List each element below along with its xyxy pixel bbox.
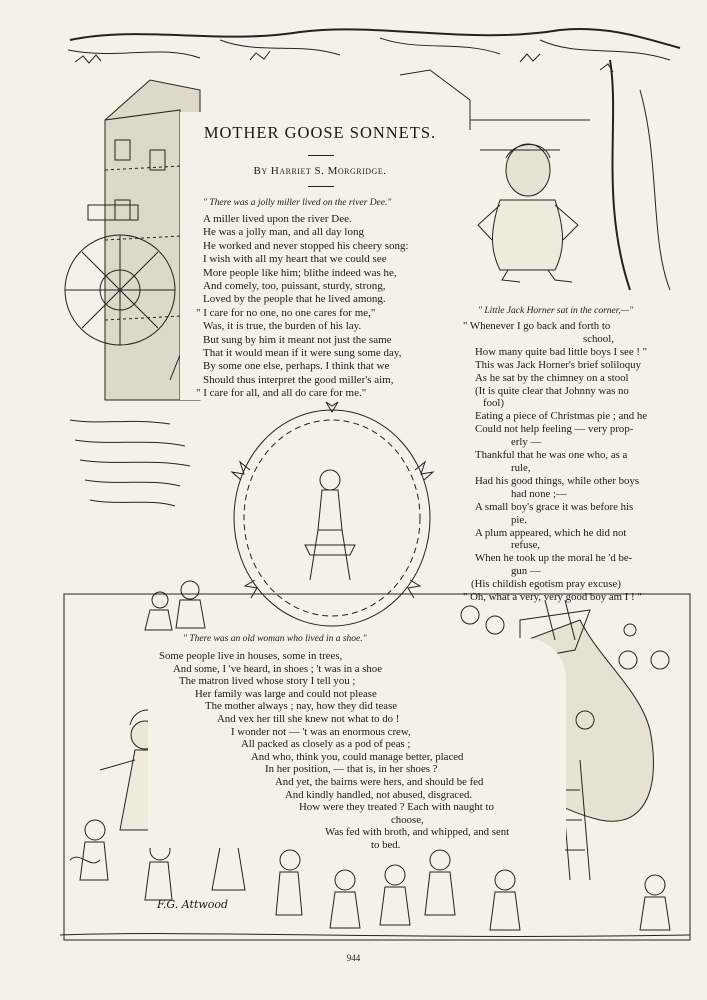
poem-line: Should thus interpret the good miller's aim, [203, 373, 394, 386]
poem-line: More people like him; blithe indeed was he, [203, 266, 397, 279]
poem-line: How many quite bad little boys I see ! " [475, 345, 648, 358]
poem-line: He worked and never stopped his cheery song: [203, 239, 409, 252]
poem-line: In her position, — that is, in her shoes ? [265, 763, 438, 776]
poem-line: When he took up the moral he 'd be- [475, 552, 633, 565]
poem-line: to bed. [371, 838, 401, 851]
artist-signature: F.G. Attwood [157, 898, 229, 911]
poem-line: All packed as closely as a pod of peas ; [241, 738, 411, 751]
sonnet2-epigraph: " Little Jack Horner sat in the corner,—" [478, 306, 634, 316]
byline-rule [308, 186, 334, 187]
poem-line: Thankful that he was one who, as a [475, 449, 628, 462]
poem-line: Loved by the people that he lived among. [203, 293, 386, 306]
poem-line: The matron lived whose story I tell you ; [179, 675, 356, 688]
poem-line: had none ;— [511, 487, 567, 500]
poem-line: Her family was large and could not please [195, 687, 377, 700]
poem-line: A miller lived upon the river Dee. [203, 213, 352, 225]
poem-line: Was fed with broth, and whipped, and sent [325, 826, 510, 839]
sonnet3-poem [155, 650, 509, 852]
poem-line: (His childish egotism pray excuse) [471, 578, 621, 591]
poem-line: " I care for no one, no one cares for me," [196, 306, 376, 319]
page-number: 944 [346, 953, 361, 963]
poem-line: And who, think you, could manage better, placed [251, 750, 464, 763]
children-sitting-drawing [145, 581, 205, 630]
poem-line: pie. [511, 513, 527, 526]
sonnet3-epigraph: " There was an old woman who lived in a shoe." [183, 634, 367, 644]
poem-line: refuse, [511, 539, 541, 552]
poem-line: He was a jolly man, and all day long [203, 226, 364, 239]
poem-line: A small boy's grace it was before his [475, 500, 634, 513]
sonnet1-poem [196, 213, 409, 401]
poem-line: But sung by him it meant not just the same [203, 333, 392, 346]
poem-line: " Whenever I go back and forth to [463, 320, 611, 332]
poem-line: I wonder not — 't was an enormous crew, [231, 725, 411, 738]
sonnet1-epigraph: " There was a jolly miller lived on the river Dee." [203, 198, 392, 208]
poem-line: And yet, the bairns were hers, and should be fed [275, 775, 484, 788]
poem-line: (It is quite clear that Johnny was no [475, 384, 629, 397]
poem-line: The mother always ; nay, how they did tease [205, 700, 398, 713]
poem-line: How were they treated ? Each with naught to [299, 801, 494, 814]
poem-line: " I care for all, and all do care for me." [196, 387, 367, 400]
title-rule [308, 155, 334, 156]
poem-line: rule, [511, 461, 531, 474]
poem-line: That it would mean if it were sung some day, [203, 347, 402, 360]
jolly-miller-drawing [470, 60, 670, 290]
sonnet2-poem [463, 320, 647, 604]
poem-line: Had his good things, while other boys [475, 474, 640, 487]
poem-line: Some people live in houses, some in trees, [159, 650, 343, 662]
poem-line: As he sat by the chimney on a stool [475, 371, 629, 384]
poem-line: Was, it is true, the burden of his lay. [203, 320, 362, 333]
tree-foliage [68, 29, 680, 72]
poem-line: And comely, too, puissant, sturdy, strong, [203, 280, 386, 293]
poem-line: school, [583, 332, 614, 345]
page-title: MOTHER GOOSE SONNETS. [203, 123, 437, 142]
poem-line: erly — [511, 436, 542, 449]
poem-line: " Oh, what a very, very good boy am I ! " [463, 591, 642, 604]
poem-line: And kindly handled, not abused, disgraced. [285, 788, 473, 801]
poem-line: And vex her till she knew not what to do ! [217, 712, 400, 725]
poem-line: A plum appeared, which he did not [475, 526, 627, 539]
poem-line: This was Jack Horner's brief soliloquy [475, 358, 641, 371]
poem-line: gun — [511, 565, 541, 578]
byline: By Harriet S. Morgridge. [253, 165, 387, 177]
holly-wreath-jack-horner-drawing [232, 402, 433, 626]
poem-line: fool) [483, 397, 504, 410]
poem-line: choose, [391, 813, 424, 826]
poem-line: Eating a piece of Christmas pie ; and he [475, 410, 648, 423]
poem-line: I wish with all my heart that we could see [203, 253, 387, 266]
poem-line: Could not help feeling — very prop- [475, 423, 634, 436]
poem-line: By some one else, perhaps. I think that we [203, 360, 390, 373]
poem-line: And some, I 've heard, in shoes ; 't was in a shoe [173, 662, 382, 675]
